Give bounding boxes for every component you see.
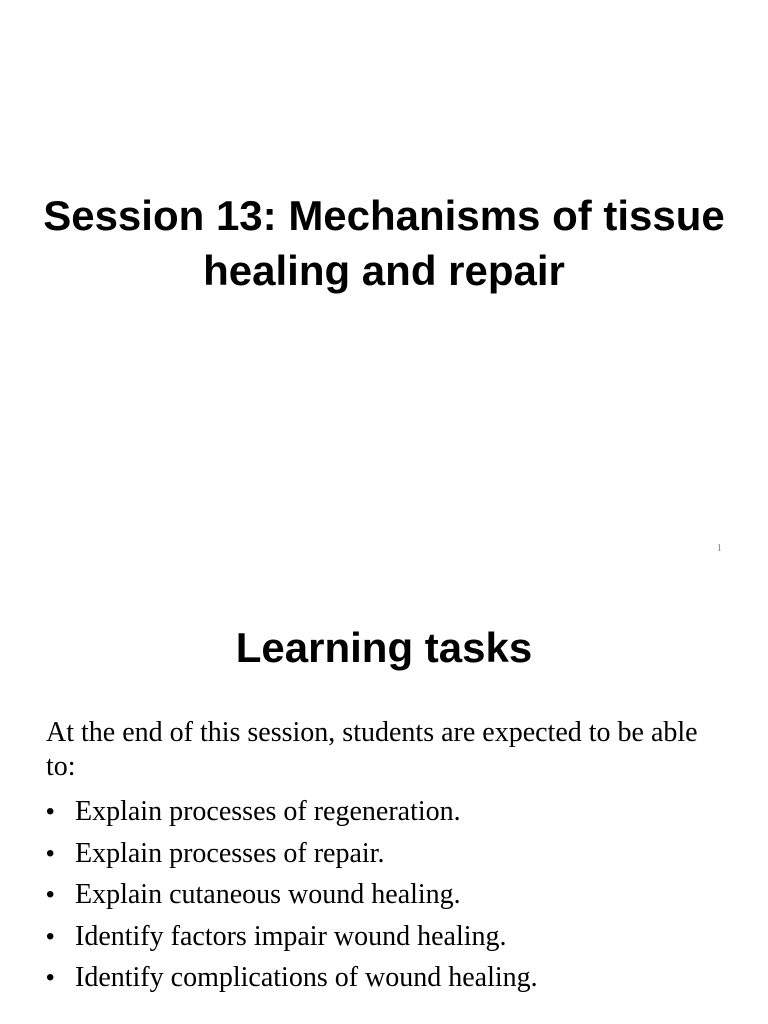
task-text: Explain processes of regeneration.	[75, 796, 461, 827]
list-item	[46, 837, 726, 879]
slide-title: Session 13: Mechanisms of tissue healing and repair	[43, 192, 725, 294]
bullet-icon: •	[46, 922, 55, 950]
task-text: Explain cutaneous wound healing.	[75, 879, 461, 910]
list-item	[46, 961, 726, 1003]
task-list	[46, 795, 726, 1003]
page-number: 1	[716, 542, 722, 554]
bullet-icon: •	[46, 839, 55, 867]
slide-2	[0, 576, 768, 1024]
task-text: Explain processes of repair.	[75, 837, 385, 869]
task-text: Identify factors impair wound healing.	[75, 920, 507, 952]
bullet-icon: •	[46, 881, 55, 908]
bullet-icon: •	[46, 964, 55, 991]
learning-tasks-title: Learning tasks	[235, 624, 533, 671]
intro-text: At the end of this session, students are expected to be able to:	[46, 717, 698, 782]
list-item	[46, 920, 726, 962]
list-item	[46, 795, 726, 837]
list-item	[46, 878, 726, 920]
bullet-icon: •	[46, 798, 55, 825]
task-text: Identify complications of wound healing.	[75, 962, 538, 993]
